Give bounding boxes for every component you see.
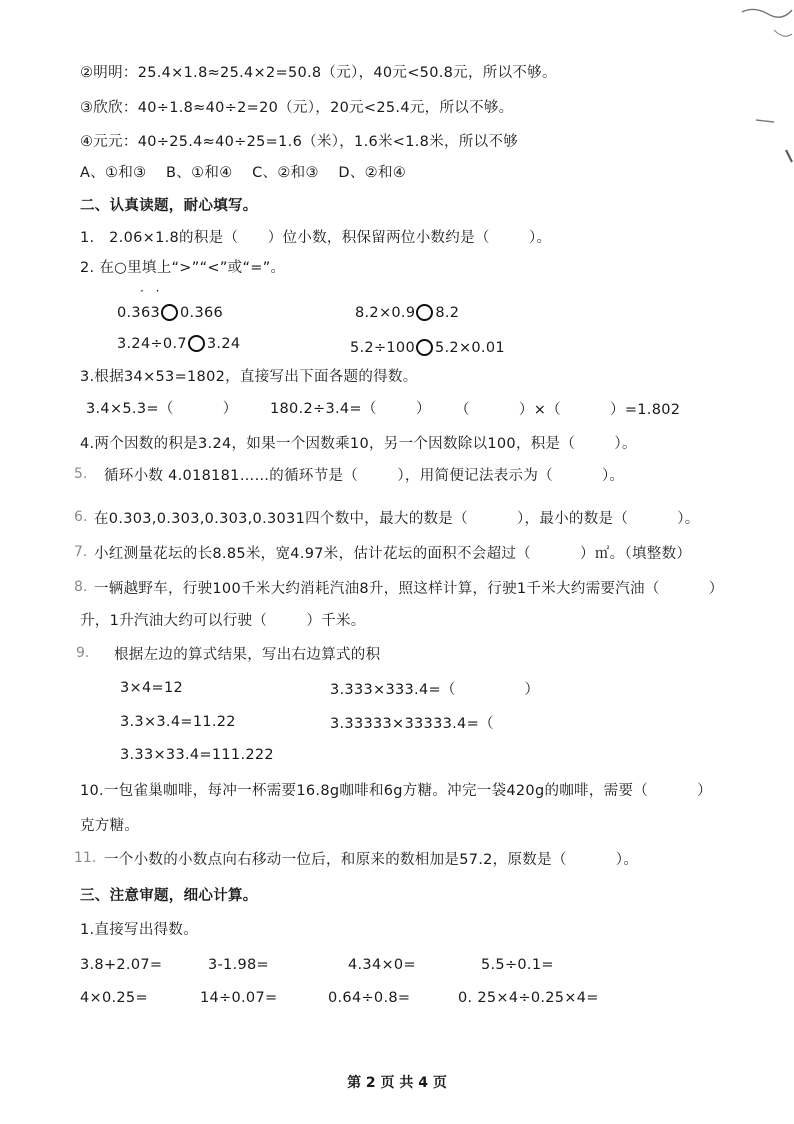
calc-2-2[interactable]: 14÷0.07= [200,990,278,1006]
question-2-3c[interactable]: （ ）×（ ）=1.802 [455,402,681,418]
q9-right-2[interactable]: 3.33333×33333.4=（ [330,716,494,732]
question-2-3: 3.根据34×53=1802，直接写出下面各题的得数。 [80,369,418,385]
question-2-3a[interactable]: 3.4×5.3=（ ） [86,401,238,417]
q9-left-2: 3.3×3.4=11.22 [120,714,236,730]
margin-number-6: 6. [74,509,88,525]
question-2-7: 小红测量花坛的长8.85米，宽4.97米，估计花坛的面积不会超过（ ）㎡。（填整数） [94,546,692,562]
section-3-heading: 三、注意审题，细心计算。 [80,888,258,904]
option-line-4: ④元元：40÷25.4≈40÷25=1.6（米），1.6米<1.8米，所以不够 [80,134,519,150]
q9-left-3: 3.33×33.4=111.222 [120,747,274,763]
compare-a-right: 0.366 [180,305,224,321]
compare-circle-b[interactable] [416,304,433,321]
margin-number-5: 5. [74,466,88,482]
section-2-heading: 二、认真读题，耐心填写。 [80,198,258,214]
margin-number-11: 11. [74,850,97,866]
calc-2-1[interactable]: 4×0.25= [80,990,148,1006]
choice-line: A、①和③ B、①和④ C、②和③ D、②和④ [80,165,407,181]
margin-number-8: 8. [74,579,88,595]
question-2-8-continued: 升，1升汽油大约可以行驶（ ）千米。 [80,613,366,629]
calc-1-4[interactable]: 5.5÷0.1= [481,957,554,973]
compare-row-2-left [117,334,240,354]
q9-right-1[interactable]: 3.333×333.4=（ ） [330,682,540,698]
question-3-1: 1.直接写出得数。 [80,922,199,938]
compare-d-left: 5.2÷100 [350,340,415,356]
calc-1-1[interactable]: 3.8+2.07= [80,957,163,973]
question-2-10-continued: 克方糖。 [80,818,140,834]
question-2-11: 一个小数的小数点向右移动一位后，和原来的数相加是57.2，原数是（ ）。 [104,852,639,868]
question-2-5: 循环小数 4.018181……的循环节是（ ），用简便记法表示为（ ）。 [104,468,625,484]
option-line-3: ③欣欣：40÷1.8≈40÷2=20（元），20元<25.4元，所以不够。 [80,100,514,116]
margin-number-7: 7. [74,544,88,560]
q9-left-1: 3×4=12 [120,680,184,696]
compare-b-right: 8.2 [435,305,460,321]
calc-1-3[interactable]: 4.34×0= [348,957,416,973]
compare-d-right: 5.2×0.01 [435,340,505,356]
compare-row-1-right [355,303,459,323]
question-2-10: 10.一包雀巢咖啡，每冲一杯需要16.8g咖啡和6g方糖。冲完一袋420g的咖啡，需要（ ） [80,783,712,799]
compare-row-1-left [117,303,223,323]
compare-c-left: 3.24÷0.7 [117,336,187,352]
compare-circle-c[interactable] [188,335,205,352]
recurring-dots: · · [140,284,164,298]
question-2-1: 1. 2.06×1.8的积是（ ）位小数，积保留两位小数约是（ ）。 [80,230,552,246]
question-2-2: 2. 在○里填上“>”“<”或“=”。 [80,260,286,276]
calc-2-3[interactable]: 0.64÷0.8= [328,990,411,1006]
compare-c-right: 3.24 [206,336,241,352]
compare-circle-d[interactable] [416,339,433,356]
compare-a-left: 0.363 [117,305,161,321]
question-2-9: 根据左边的算式结果，写出右边算式的积 [114,647,381,663]
question-2-4: 4.两个因数的积是3.24，如果一个因数乘10，另一个因数除以100，积是（ ）。 [80,436,637,452]
question-2-6: 在0.303,0.303,0.303,0.3031四个数中，最大的数是（ ），最小的数是（ ）。 [94,511,700,527]
page-footer: 第 2 页 共 4 页 [347,1075,447,1091]
calc-1-2[interactable]: 3-1.98= [208,957,269,973]
option-line-2: ②明明：25.4×1.8≈25.4×2=50.8（元），40元<50.8元，所以不够。 [80,65,557,81]
margin-number-9: 9. [76,645,90,661]
question-2-3b[interactable]: 180.2÷3.4=（ ） [270,401,431,417]
edge-scribble-icon [734,0,794,170]
compare-circle-a[interactable] [161,304,178,321]
scan-edge-marks [734,0,794,170]
calc-2-4[interactable]: 0. 25×4÷0.25×4= [458,990,599,1006]
compare-row-2-right [350,338,505,358]
compare-b-left: 8.2×0.9 [355,305,416,321]
question-2-8: 一辆越野车，行驶100千米大约消耗汽油8升，照这样计算，行驶1千米大约需要汽油（ ） [94,581,724,597]
